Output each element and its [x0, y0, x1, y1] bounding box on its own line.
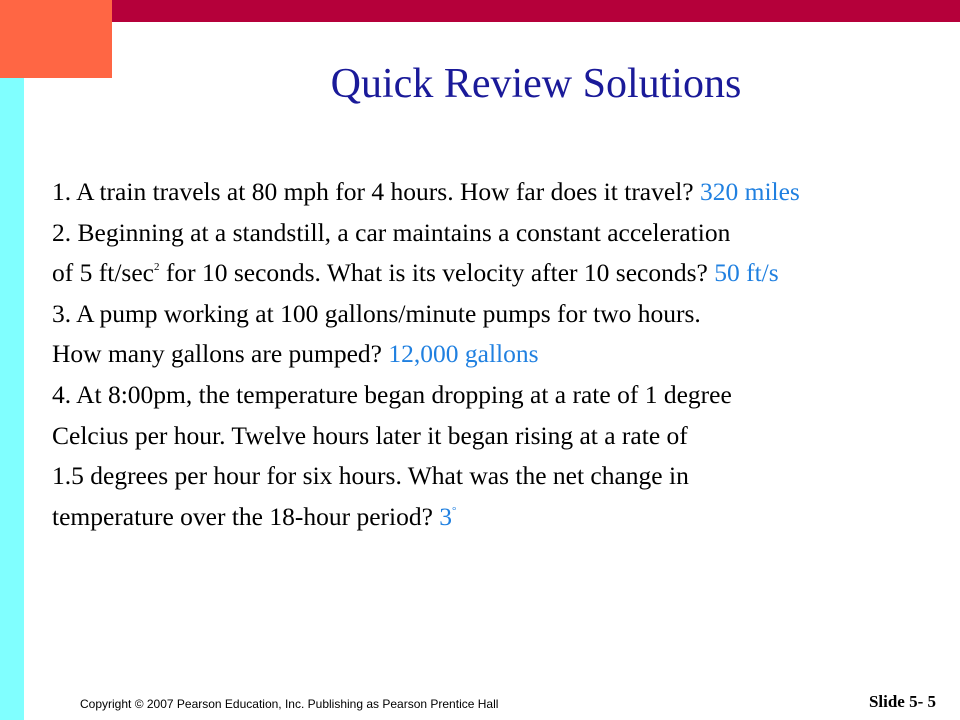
problem-4-degree-symbol: ° [452, 504, 457, 517]
problem-4-line-2 [52, 416, 942, 457]
problem-4-text-2: Celcius per hour. Twelve hours later it began rising at a rate of [52, 420, 688, 450]
problem-4-line-4 [52, 497, 942, 538]
corner-block [0, 0, 112, 78]
problem-1-answer: 320 miles [699, 177, 800, 206]
title-container [112, 58, 960, 110]
problem-4-text-1: 4. At 8:00pm, the temperature began dropping at a rate of 1 degree [52, 379, 732, 409]
problem-1-line-1 [52, 172, 942, 213]
problem-4-text-3: 1.5 degrees per hour for six hours. What was the net change in [52, 461, 689, 491]
top-bar [112, 0, 960, 22]
problem-1-question: 1. A train travels at 80 mph for 4 hours. How far does it travel? [52, 177, 694, 206]
problems-list [52, 172, 942, 537]
left-stripe [0, 78, 24, 720]
problem-2-line-1 [52, 213, 942, 254]
problem-3-answer: 12,000 gallons [388, 339, 539, 369]
problem-4-answer [439, 502, 456, 531]
problem-2-exponent: 2 [153, 261, 160, 274]
copyright-text: Copyright © 2007 Pearson Education, Inc. Publishing as Pearson Prentice Hall [80, 697, 499, 711]
problem-2-text-2a: of 5 ft/sec [52, 258, 154, 288]
problem-2-text-1: 2. Beginning at a standstill, a car maintains a constant acceleration [52, 217, 731, 247]
slide-number: Slide 5- 5 [868, 692, 936, 711]
problem-3-text-2: How many gallons are pumped? [52, 339, 382, 369]
problem-2-answer: 50 ft/s [714, 258, 779, 288]
problem-3-line-1 [52, 294, 942, 335]
problem-4-line-3 [52, 456, 942, 497]
problem-3-text-1: 3. A pump working at 100 gallons/minute pumps for two hours. [52, 298, 701, 328]
problem-4-text-4: temperature over the 18-hour period? [52, 501, 433, 531]
problem-3-line-2 [52, 334, 942, 375]
problem-4-answer-value: 3 [439, 501, 453, 531]
slide-title: Quick Review Solutions [330, 61, 742, 107]
problem-4-line-1 [52, 375, 942, 416]
problem-2-text-2b: for 10 seconds. What is its velocity after 10 seconds? [159, 258, 708, 288]
problem-2-line-2 [52, 253, 942, 294]
